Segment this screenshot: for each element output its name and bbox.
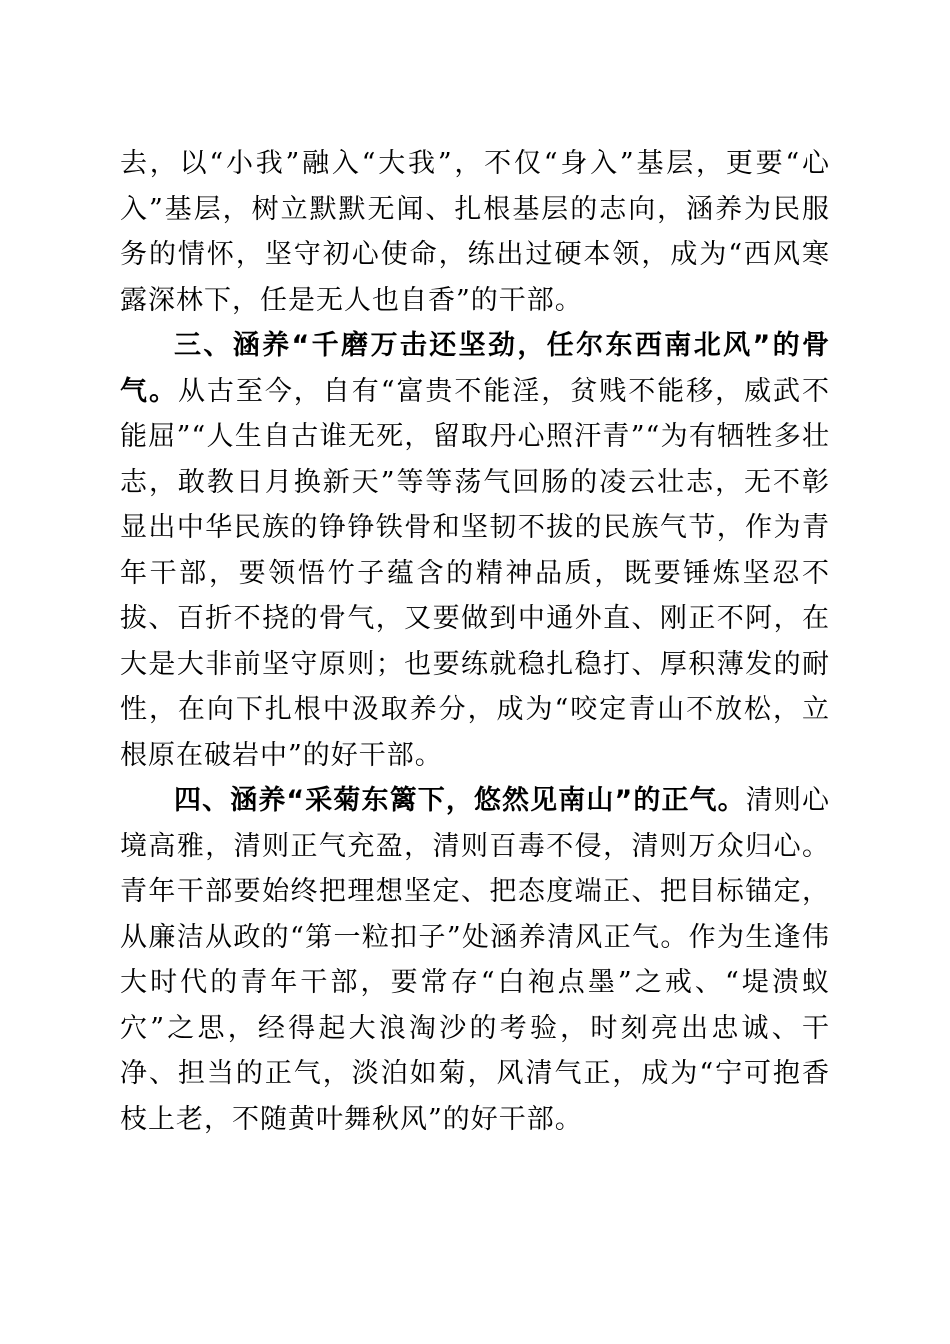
document-body xyxy=(120,141,830,1142)
paragraph-text: 从古至今，自有“富贵不能淫，贫贱不能移，威武不能屈”“人生自古谁无死，留取丹心照汗青”“为有牺牲多壮志，敢教日月换新天”等等荡气回肠的凌云壮志，无不彰显出中华民族的铮铮铁骨和坚韧不拔的民族气节，作为青年干部，要领悟竹子蕴含的精神品质，既要锤炼坚忍不拔、百折不挠的骨气，又要做到中通外直、刚正不阿，在大是大非前坚守原则；也要练就稳扎稳打、厚积薄发的耐性，在向下扎根中汲取养分，成为“咬定青山不放松，立根原在破岩中”的好干部。 xyxy=(120,375,830,771)
paragraph-continuation xyxy=(120,141,830,323)
section-heading-three: 三、涵养“千磨万击还坚劲，任尔东西南北风”的骨气。 xyxy=(120,330,830,407)
paragraph-text: 去，以“小我”融入“大我”，不仅“身入”基层，更要“心入”基层，树立默默无闻、扎根基层的志向，涵养为民服务的情怀，坚守初心使命，练出过硬本领，成为“西风寒露深林下，任是无人也自香”的干部。 xyxy=(120,148,830,316)
paragraph-section-three xyxy=(120,323,830,778)
paragraph-text: 清则心境高雅，清则正气充盈，清则百毒不侵，清则万众归心。青年干部要始终把理想坚定、把态度端正、把目标锚定，从廉洁从政的“第一粒扣子”处涵养清风正气。作为生逢伟大时代的青年干部，要常存“白袍点墨”之戒、“堤溃蚁穴”之思，经得起大浪淘沙的考验，时刻亮出忠诚、干净、担当的正气，淡泊如菊，风清气正，成为“宁可抱香枝上老，不随黄叶舞秋风”的好干部。 xyxy=(120,785,830,1135)
paragraph-section-four xyxy=(120,778,830,1142)
section-heading-four: 四、涵养“采菊东篱下，悠然见南山”的正气。 xyxy=(174,785,746,816)
